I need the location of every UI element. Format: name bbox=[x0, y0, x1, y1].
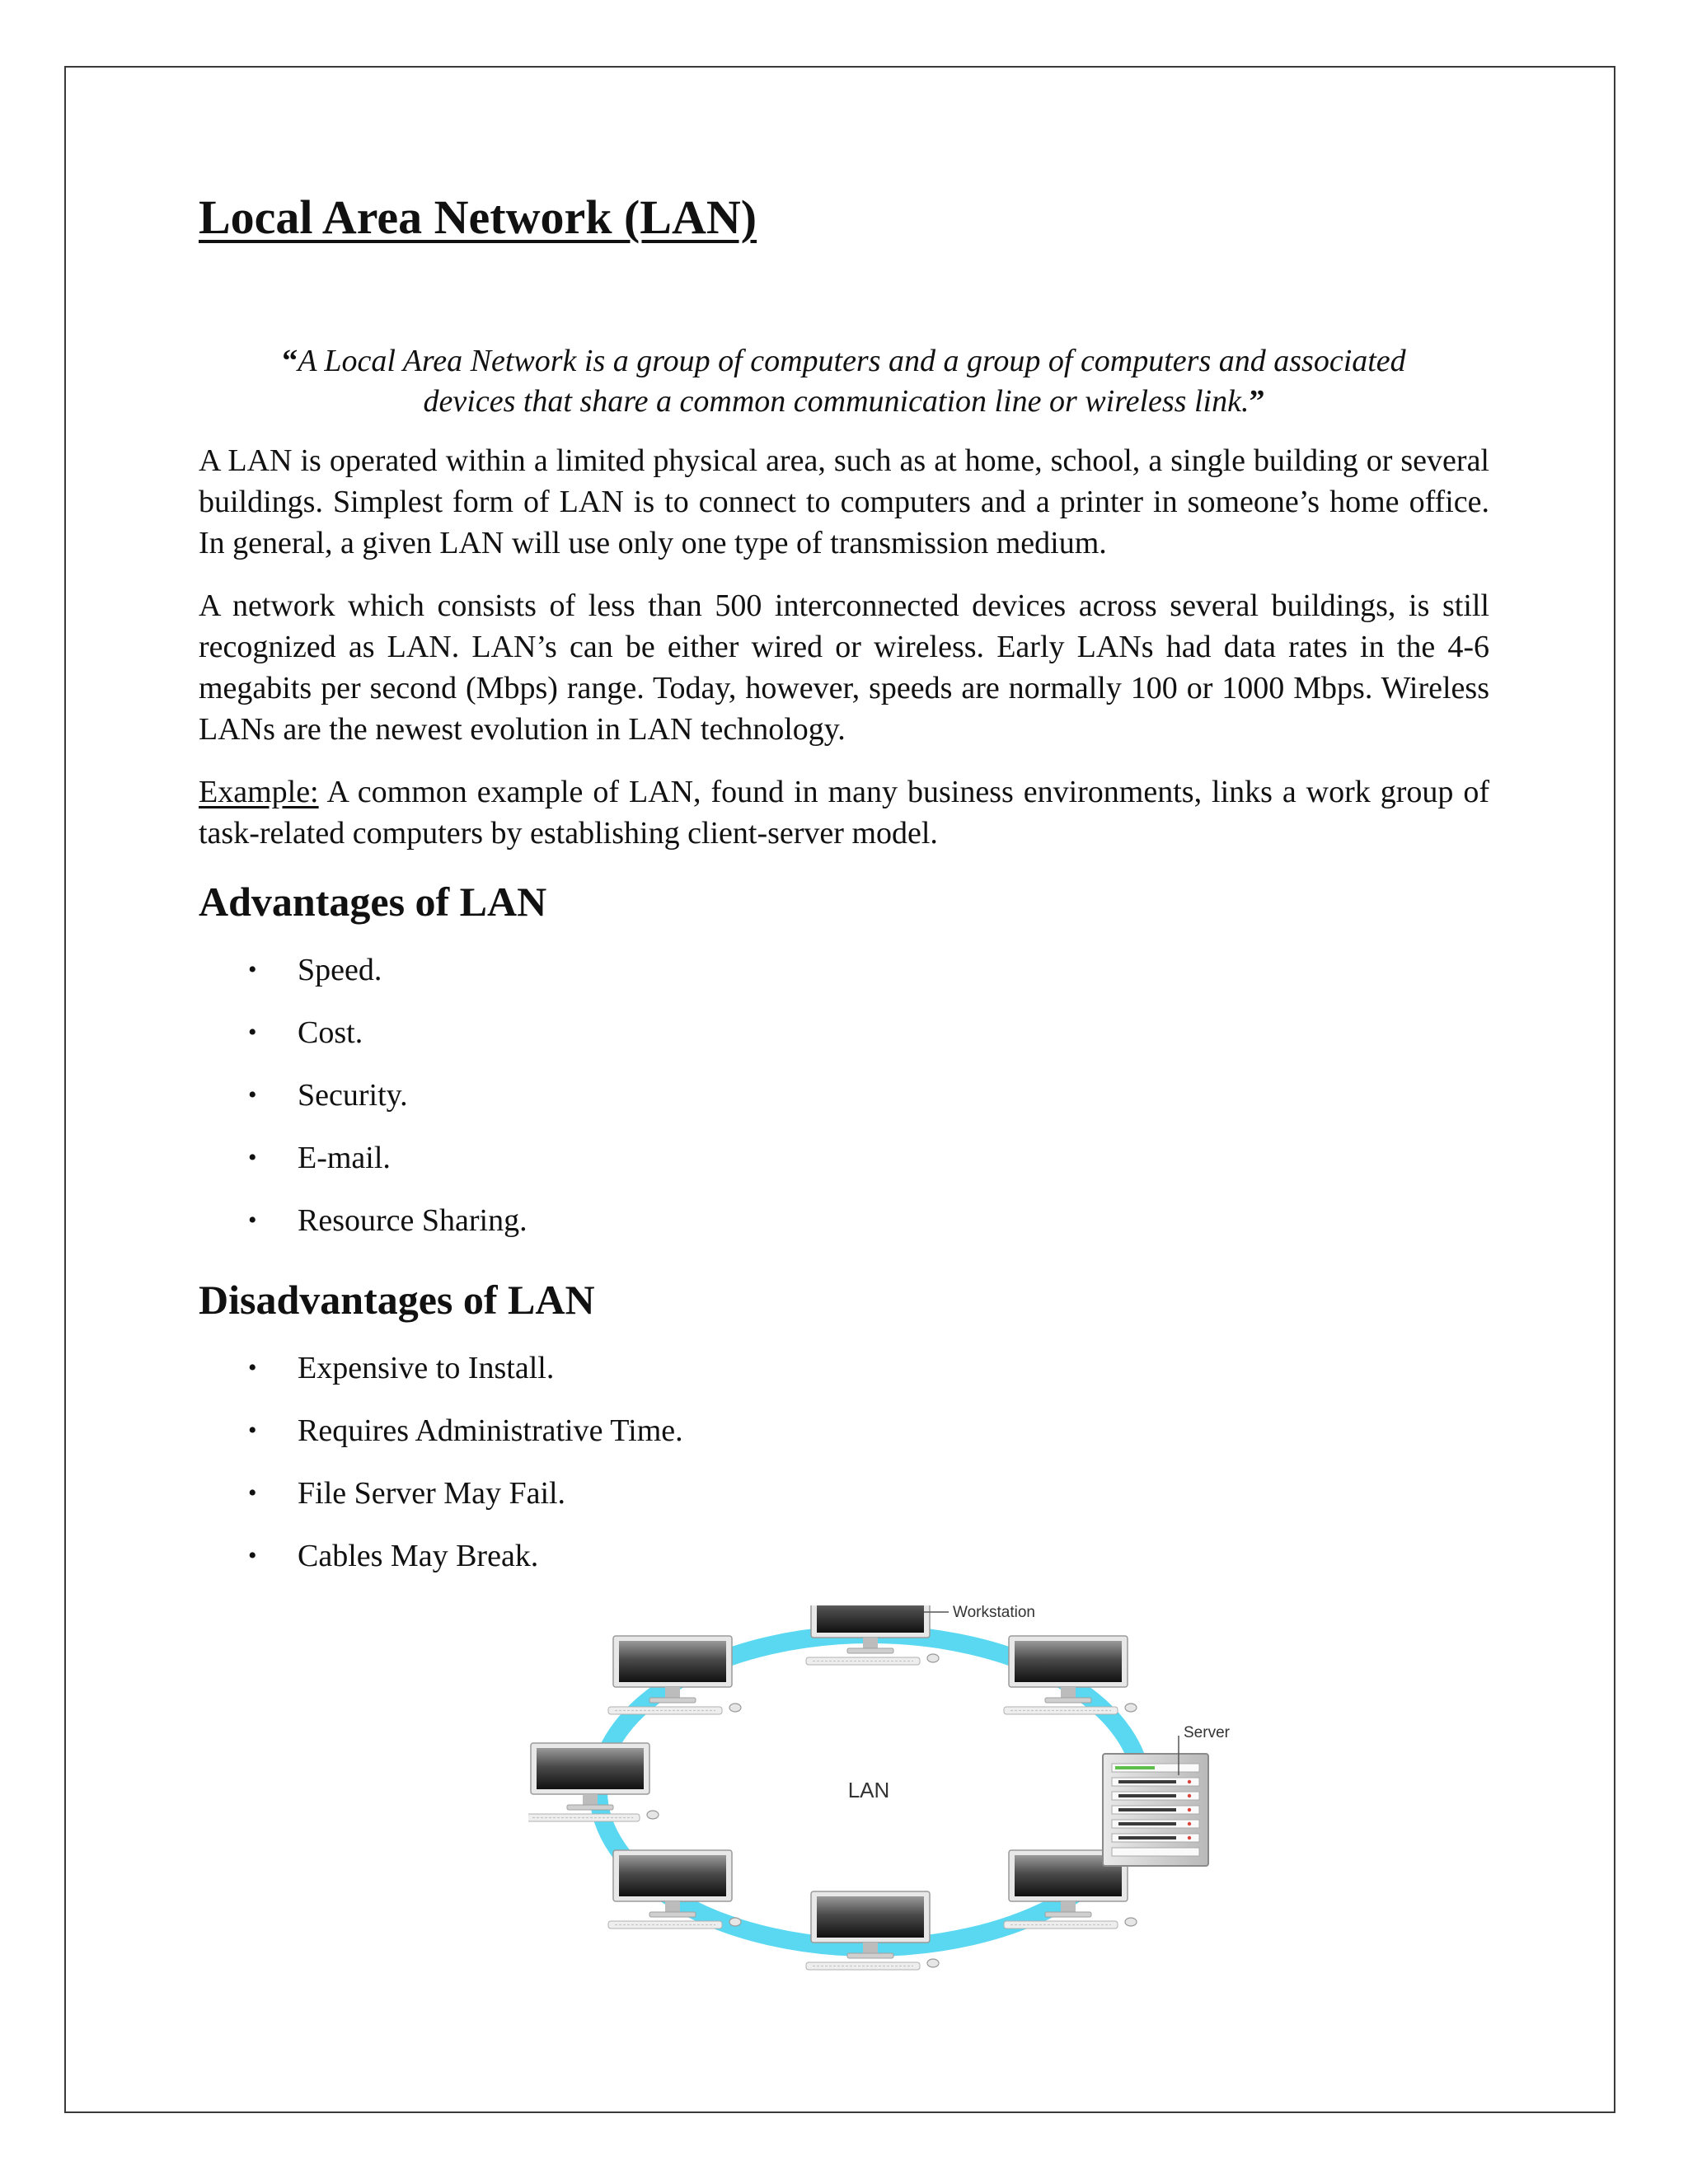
list-item bbox=[199, 1001, 1489, 1064]
list-item-text: E-mail. bbox=[298, 1140, 391, 1175]
server-icon bbox=[1103, 1754, 1208, 1866]
paragraph-details: A network which consists of less than 500 interconnected devices across several buildings, is still recognized as LAN. LAN’s can be either wired or wireless. Early LANs had data rates in the 4-6 megabits per second (Mbps) range. Today, however, speeds are normally 100 or 1000 Mbps. Wireless LANs are the newest evolution in LAN technology. bbox=[199, 588, 1489, 747]
disadvantages-heading: Disadvantages of LAN bbox=[199, 1276, 595, 1323]
paragraph-scope: A LAN is operated within a limited physical area, such as at home, school, a single building or several buildings. Simplest form of LAN is to connect to computers and a printer in someone’s home office. In general, a given LAN will use only one type of transmission medium. bbox=[199, 443, 1489, 560]
advantages-heading: Advantages of LAN bbox=[199, 878, 547, 925]
list-item bbox=[199, 1399, 1489, 1462]
close-quote-mark: ” bbox=[1249, 383, 1265, 419]
quote-line-1: A Local Area Network is a group of computers and a group of computers and associated bbox=[298, 343, 1406, 378]
list-item-text: Requires Administrative Time. bbox=[298, 1413, 683, 1448]
list-item bbox=[199, 1525, 1489, 1587]
document-body bbox=[199, 191, 1489, 1587]
list-item-text: Security. bbox=[298, 1077, 408, 1113]
server-label: Server bbox=[1184, 1724, 1230, 1741]
bullet-icon: • bbox=[248, 1541, 257, 1569]
list-item bbox=[199, 939, 1489, 1001]
lan-center-label: LAN bbox=[847, 1778, 890, 1802]
list-item-text: Cables May Break. bbox=[298, 1538, 539, 1573]
list-item-text: Expensive to Install. bbox=[298, 1350, 555, 1385]
disadvantages-list bbox=[199, 1337, 1489, 1587]
list-item bbox=[199, 1127, 1489, 1189]
list-item-text: Speed. bbox=[298, 952, 382, 987]
definition-quote bbox=[199, 341, 1489, 422]
bullet-icon: • bbox=[248, 1353, 257, 1381]
lan-ring-diagram bbox=[528, 1605, 1254, 1993]
open-quote-mark: “ bbox=[282, 343, 298, 378]
workstation-label: Workstation bbox=[953, 1605, 1035, 1621]
list-item bbox=[199, 1337, 1489, 1399]
advantages-list bbox=[199, 939, 1489, 1252]
list-item-text: File Server May Fail. bbox=[298, 1475, 566, 1511]
lan-diagram-svg bbox=[528, 1605, 1254, 1993]
list-item-text: Cost. bbox=[298, 1015, 363, 1050]
list-item bbox=[199, 1189, 1489, 1252]
workstation-icon bbox=[608, 1636, 741, 1714]
bullet-icon: • bbox=[248, 955, 257, 983]
list-item bbox=[199, 1064, 1489, 1127]
bullet-icon: • bbox=[248, 1479, 257, 1507]
paragraph-example bbox=[199, 771, 1489, 854]
workstation-icon bbox=[806, 1891, 939, 1970]
workstation-icon bbox=[1004, 1636, 1137, 1714]
quote-line-2: devices that share a common communication line or wireless link. bbox=[423, 383, 1250, 419]
workstation-icon bbox=[528, 1743, 659, 1821]
page-title: Local Area Network (LAN) bbox=[199, 190, 757, 244]
bullet-icon: • bbox=[248, 1018, 257, 1046]
bullet-icon: • bbox=[248, 1206, 257, 1234]
example-text: A common example of LAN, found in many business environments, links a work group of task-related computers by establishing client-server model. bbox=[199, 774, 1489, 851]
workstation-icon bbox=[806, 1605, 939, 1665]
bullet-icon: • bbox=[248, 1080, 257, 1108]
bullet-icon: • bbox=[248, 1143, 257, 1171]
list-item-text: Resource Sharing. bbox=[298, 1202, 528, 1238]
example-label: Example: bbox=[199, 774, 319, 809]
bullet-icon: • bbox=[248, 1416, 257, 1444]
list-item bbox=[199, 1462, 1489, 1525]
